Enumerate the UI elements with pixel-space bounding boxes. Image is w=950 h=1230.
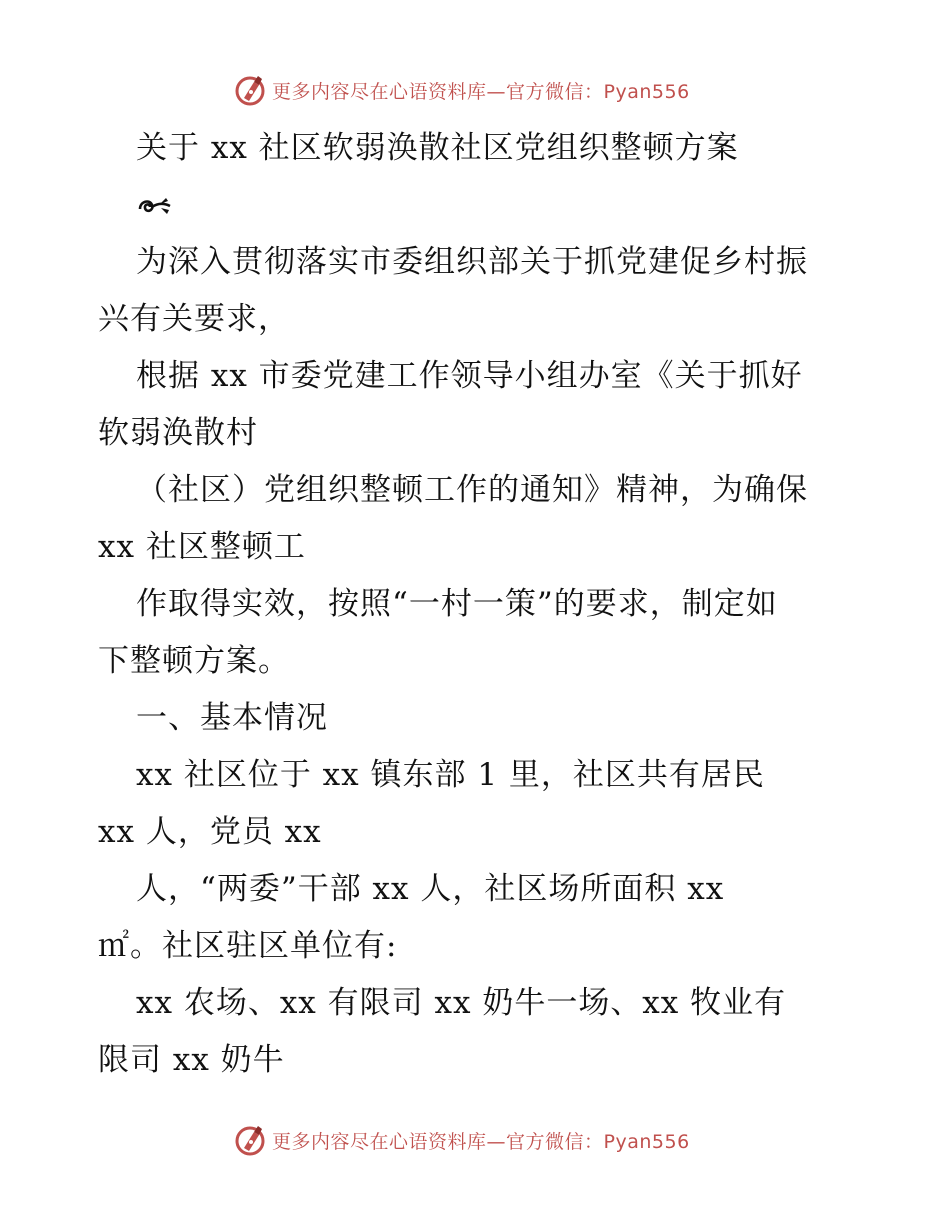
ornament-row (98, 177, 858, 234)
watermark-text: 更多内容尽在心语资料库—官方微信：Pyan556 (272, 1130, 690, 1153)
paragraph-line: 作取得实效，按照“一村一策”的要求，制定如 (136, 586, 778, 622)
paragraph-line: 限司 xx 奶牛 (98, 1042, 285, 1078)
section-heading: 一、基本情况 (136, 700, 328, 736)
paragraph-line: （社区）党组织整顿工作的通知》精神，为确保 (136, 472, 808, 508)
watermark-footer (232, 1122, 690, 1158)
paragraph-line: ㎡。社区驻区单位有: (98, 928, 398, 964)
paragraph-line: 兴有关要求， (98, 301, 290, 337)
paragraph-line: xx 农场、xx 有限司 xx 奶牛一场、xx 牧业有 (136, 985, 787, 1021)
paragraph-line: 根据 xx 市委党建工作领导小组办室《关于抓好 (136, 358, 803, 394)
pen-nib-logo-icon (232, 72, 268, 108)
document-title: 关于 xx 社区软弱涣散社区党组织整顿方案 (136, 130, 739, 166)
paragraph-line: 软弱涣散村 (98, 415, 258, 451)
paragraph-line: xx 社区整顿工 (98, 529, 306, 565)
paragraph-line: xx 社区位于 xx 镇东部 1 里，社区共有居民 (136, 757, 765, 793)
pen-nib-logo-icon (232, 1122, 268, 1158)
paragraph-line: 为深入贯彻落实市委组织部关于抓党建促乡村振 (136, 244, 808, 280)
paragraph-line: xx 人，党员 xx (98, 814, 322, 850)
fleuron-ornament-icon (136, 193, 174, 219)
paragraph-line: 人，“两委”干部 xx 人，社区场所面积 xx (136, 871, 725, 907)
paragraph-line: 下整顿方案。 (98, 643, 290, 679)
watermark-text: 更多内容尽在心语资料库—官方微信：Pyan556 (272, 80, 690, 103)
document-body (98, 120, 858, 1089)
watermark-header (232, 72, 690, 108)
